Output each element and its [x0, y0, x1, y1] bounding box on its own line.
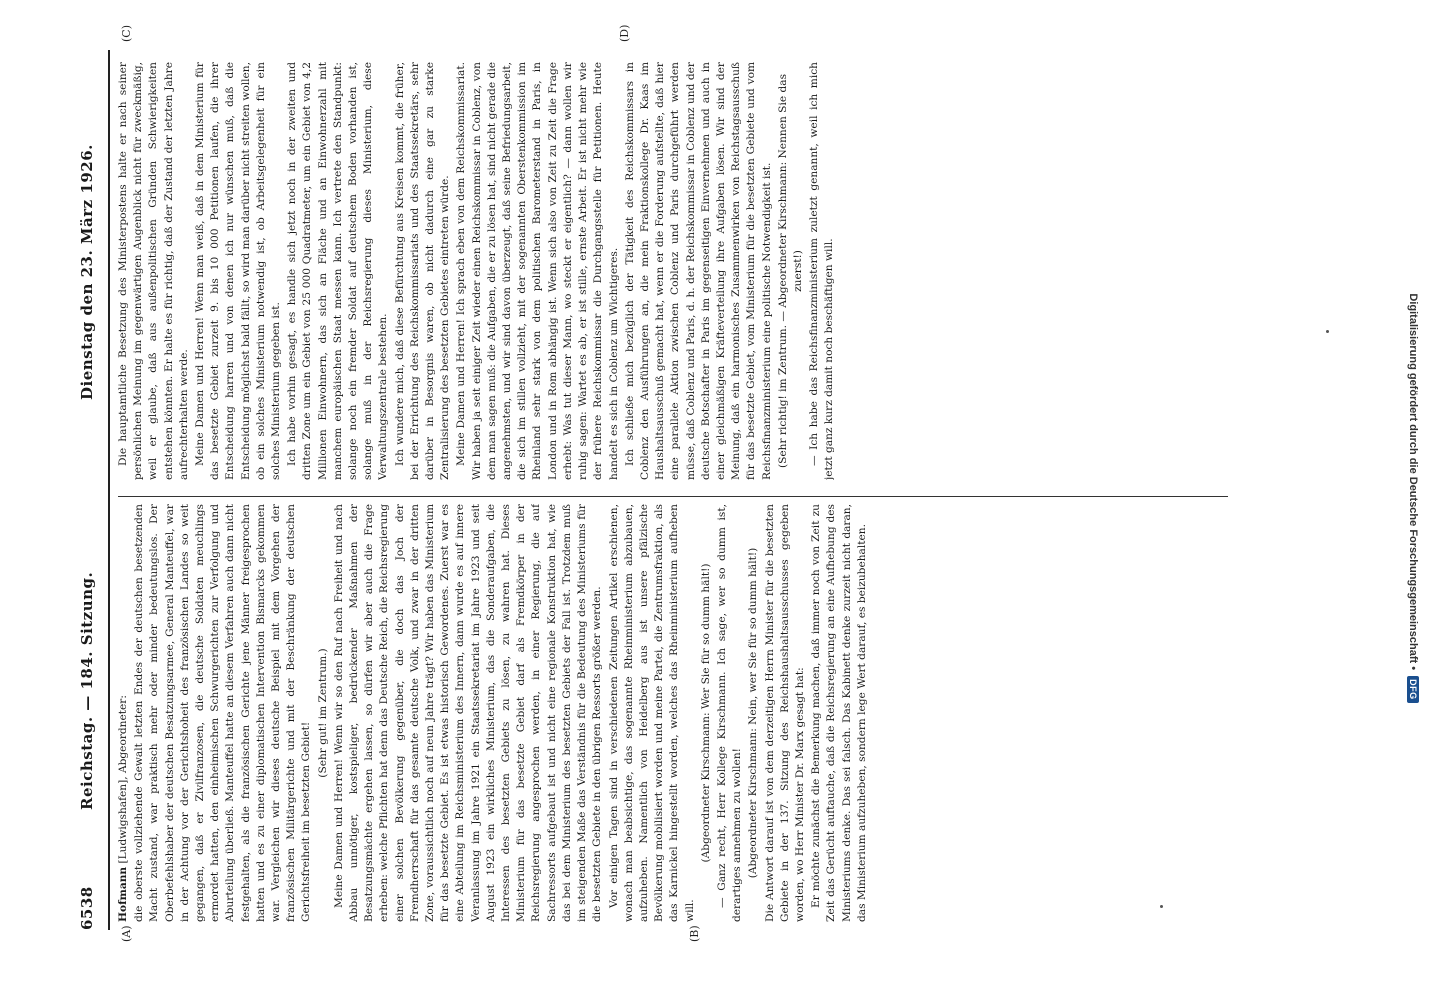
- quotation: Er möchte zunächst die Bemerkung machen, daß immer noch von Zeit zu Zeit das Gerücht auftauche, daß die Reichsregierung an eine Aufhebung des Ministeriums denke. Das sei falsch. Das Kabinett denke zurzeit nicht daran, das Ministerium aufzuheben, sondern lege Wert darauf, es beizubehalten.: [810, 504, 868, 922]
- paragraph: die oberste vollziehende Gewalt letzten Endes der deutschen besetzenden Macht zustand, war praktisch mehr oder minder bedeutungslos. Der Oberbefehlshaber der deutschen Besatzungsarmee, General Manteuffel, war in der Achtung vor der Gerichtshoheit des französischen Landes so weit gegangen, daß er Zivilfranzosen, die deutsche Soldaten meuchlings ermordet hatten, den einheimischen Schwurgerichten zur Verfolgung und Aburteilung überließ. Manteuffel hatte an diesem Verfahren auch dann nicht festgehalten, als die französischen Gerichte jene Männer freigesprochen hatten und es zu einer diplomatischen Intervention Bismarcks gekommen war. Vergleichen wir dieses deutsche Beispiel mit dem Vorgehen der französischen Militärgerichte und mit der Beschränkung der deutschen Gerichtsfreiheit im besetzten Gebiet!: [133, 504, 313, 922]
- speaker-name: Hofmann: [117, 866, 129, 922]
- column-divider: [118, 496, 1228, 497]
- interjection: (Abgeordneter Kirschmann: Wer Sie für so dumm hält!): [699, 563, 712, 863]
- scan-speck: [1326, 330, 1329, 333]
- paragraph: Die Antwort darauf ist von dem derzeitigen Herrn Minister für die besetzten Gebiete in der 137. Sitzung des Reichshaushaltsausschusses gegeben worden, wo Herr Minister Dr. Marx gesagt hat:: [763, 504, 806, 922]
- interjection: (Sehr gut! im Zentrum.): [316, 648, 329, 778]
- margin-marker-c: (C): [120, 25, 133, 42]
- interjection: (Sehr richtig! im Zentrum. — Abgeordneter Kirschmann: Nennen Sie das zuerst!): [776, 73, 804, 469]
- digitization-note: Digitalisierung gefördert durch die Deutsche Forschungsgemeinschaft •: [1407, 293, 1419, 671]
- margin-marker-a: (A): [120, 925, 133, 942]
- margin-marker-b: (B): [688, 925, 701, 942]
- running-head-right: Dienstag den 23. März 1926.: [78, 144, 96, 400]
- margin-marker-d: (D): [618, 24, 631, 42]
- paragraph: — Ganz recht, Herr Kollege Kirschmann. Ich sage, wer so dumm ist, derartiges annehmen zu wollen!: [715, 504, 744, 922]
- running-header: [78, 50, 106, 930]
- running-head-left: Reichstag. — 184. Sitzung.: [78, 571, 96, 810]
- paragraph: Ich wundere mich, daß diese Befürchtung aus Kreisen kommt, die früher, bei der Errichtung des Reichskommissariats und des Staatssekretärs, sehr darüber in Besorgnis waren, ob nicht dadurch eine gar zu starke Zentralisierung des besetzten Gebietes eintreten würde.: [393, 62, 452, 480]
- paragraph: Ich habe vorhin gesagt, es handle sich jetzt noch in der zweiten und dritten Zone um ein Gebiet von 25 000 Quadratmeter, um ein Gebiet von 4,2 Millionen Einwohnern, das sich an Fläche und an Einwohnerzahl mit manchem europäischen Staat messen kann. Ich vertrete den Standpunkt: solange noch ein fremder Soldat auf deutschem Boden vorhanden ist, solange muß in der Reichsregierung dieses Ministerium, diese Verwaltungszentrale bestehen.: [286, 62, 390, 480]
- speaker-line: [116, 504, 131, 922]
- paragraph: Meine Damen und Herren! Wenn wir so den Ruf nach Freiheit und nach Abbau unnötiger, kostspieliger, bedrückender Maßnahmen der Besatzungsmächte ergehen lassen, so dürfen wir aber auch die Frage erheben: welche Pflichten hat denn das Deutsche Reich, die Reichsregierung einer solchen Bevölkerung gegenüber, die doch das Joch der Fremdherrschaft für das gesamte deutsche Volk, und zwar in der dritten Zone, voraussichtlich noch auf neun Jahre trägt? Wir haben das Ministerium für das besetzte Gebiet. Es ist etwas historisch Gewordenes. Zuerst war es eine Abteilung im Reichsministerium des Innern, dann wurde es auf innere Veranlassung im Jahre 1921 ein Staatssekretariat im Jahre 1923 und seit August 1923 ein wirkliches Ministerium, das die Sonderaufgaben, die Interessen des besetzten Gebiets zu lösen, zu wahren hat. Dieses Ministerium für das besetzte Gebiet darf als Fremdkörper in der Reichsregierung angesprochen werden, in einer Regierung, die auf Sachressorts aufgebaut ist und nicht eine regionale Konstruktion hat, wie das bei dem Ministerium des besetzten Gebiets der Fall ist. Trotzdem muß im steigenden Maße das Verständnis für die Bedeutung des Ministeriums für die besetzten Gebiete in den übrigen Ressorts größer werden.: [332, 504, 604, 922]
- paragraph: Die hauptamtliche Besetzung des Ministerpostens halte er nach seiner persönlichen Meinung im gegenwärtigen Augenblick nicht für zweckmäßig, weil er glaube, daß aus außenpolitischen Gründen Schwierigkeiten entstehen könnten. Er halte es für richtig, daß der Zustand der letzten Jahre aufrechterhalten werde.: [117, 62, 190, 480]
- speaker-note: [Ludwigshafen], Abgeordneter:: [117, 695, 129, 864]
- paragraph: Meine Damen und Herren! Wenn man weiß, daß in dem Ministerium für das besetzte Gebiet zurzeit 9. bis 10 000 Petitionen laufen, die ihrer Entscheidung harren und von denen ich nur wünschen muß, daß die Entscheidung möglichst bald fällt, so wird man darüber nicht streiten wollen, ob ein solches Ministerium notwendig ist, ob Arbeitsgelegenheit für ein solches Ministerium gegeben ist.: [194, 62, 283, 480]
- paragraph: — Ich habe das Reichsfinanzministerium zuletzt genannt, weil ich mich jetzt ganz kurz damit noch beschäftigen will.: [808, 62, 836, 480]
- left-text-column: [116, 504, 1236, 922]
- digitization-footer: [1398, 8, 1428, 988]
- paragraph: Vor einigen Tagen sind in verschiedenen Zeitungen Artikel erschienen, wonach man beabsichtige, das sogenannte Rheinministerium abzubauen, aufzuheben. Namentlich von Heidelberg aus ist unsere pfälzische Bevölkerung mobilisiert worden und meine Partei, die Zentrumsfraktion, als das Karnickel hingestellt worden, welches das Rheinministerium aufheben will.: [607, 504, 696, 922]
- document-page: [8, 0, 1338, 1000]
- paragraph: Ich schließe mich bezüglich der Tätigkeit des Reichskommissars in Coblenz den Ausführungen an, die mein Fraktionskollege Dr. Kaas im Haushaltsausschuß gemacht hat, wenn er die Forderung aufstellte, daß hier eine parallele Aktion zwischen Coblenz und Paris durchgeführt werden müsse, daß Coblenz und Paris, d. h. der Reichskommissar in Coblenz und der deutsche Botschafter in Paris im gegenseitigen Einvernehmen und auch in einer gleichmäßigen Kräfteverteilung ihre Aufgaben lösen. Wir sind der Meinung, daß ein harmonisches Zusammenwirken von Reichstagsausschuß für das besetzte Gebiet, vom Ministerium für die besetzten Gebiete und vom Reichsfinanzministerium eine politische Notwendigkeit ist.: [623, 62, 773, 480]
- header-rule: [108, 50, 110, 930]
- paragraph: Meine Damen und Herren! Ich sprach eben von dem Reichskommissariat. Wir haben ja seit einiger Zeit wieder einen Reichskommissar in Coblenz, von dem man sagen muß: die Aufgaben, die er zu lösen hat, sind nicht gerade die angenehmsten, und wir sind davon überzeugt, daß seine Befriedungsarbeit, die sich im stillen vollzieht, mit der sogenannten Oberstenkommission im Rheinland sehr stark von dem politischen Barometerstand in Paris, in London und in Rom abhängig ist. Wenn sich also von Zeit zu Zeit die Frage erhebt: Was tut dieser Mann, wo steckt er eigentlich? — dann wollen wir ruhig sagen: Wartet es ab, er ist stille, ernste Arbeit. Er ist nicht mehr wie der frühere Reichskommissar die Durchgangsstelle für Petitionen. Heute handelt es sich in Coblenz um Wichtigeres.: [455, 62, 620, 480]
- page-number: 6538: [78, 886, 96, 930]
- scan-speck: [1160, 905, 1163, 908]
- dfg-logo: DFG: [1407, 676, 1419, 703]
- right-text-column: [116, 62, 1236, 480]
- interjection: (Abgeordneter Kirschmann: Nein, wer Sie für so dumm hält!): [747, 547, 760, 879]
